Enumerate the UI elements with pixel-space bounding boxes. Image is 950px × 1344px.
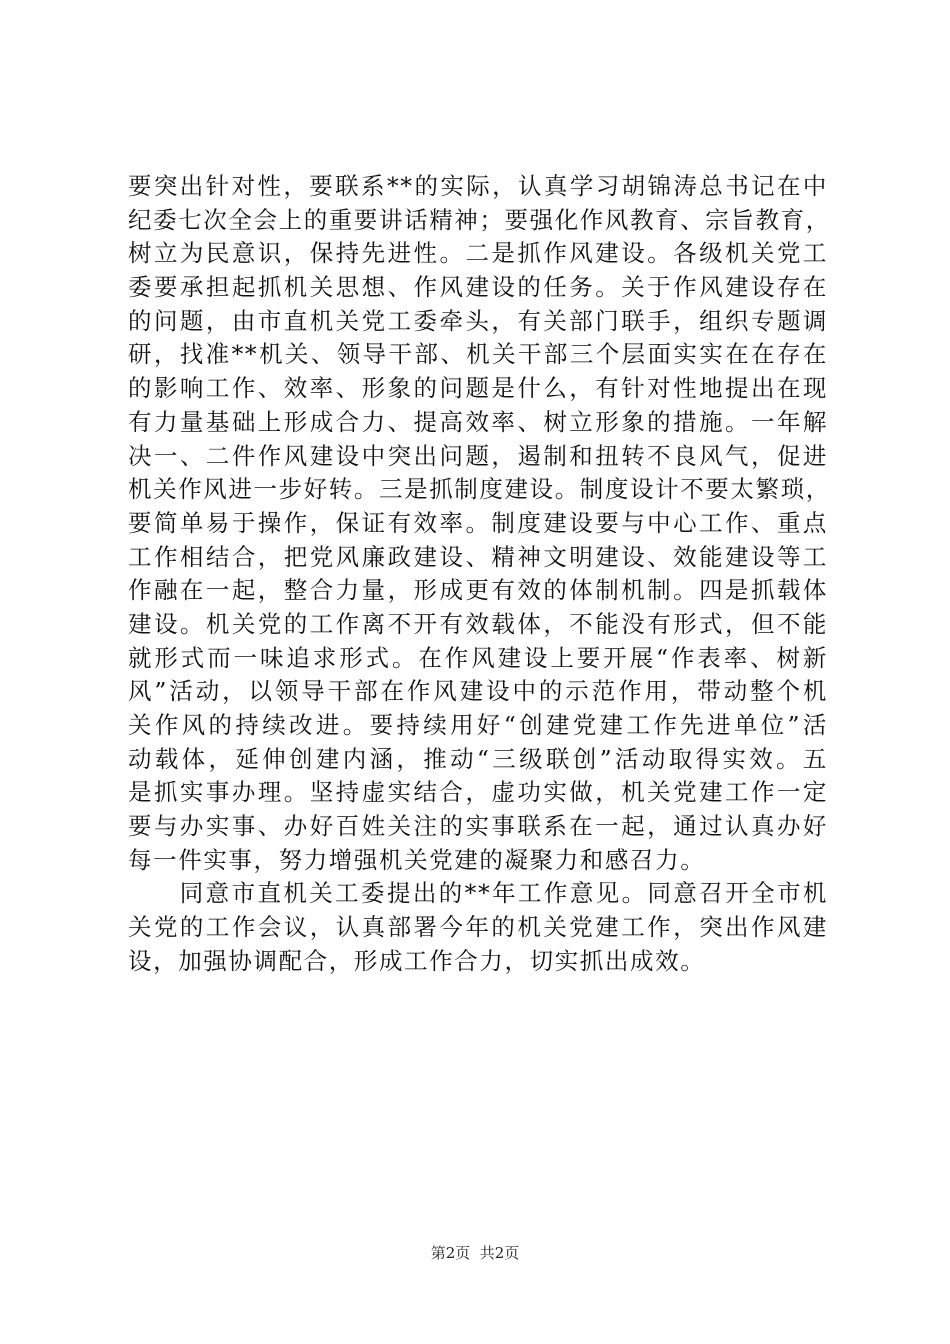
text-line: 关作风的持续改进。要持续用好“创建党建工作先进单位”活 bbox=[128, 711, 828, 739]
text-line: 动载体，延伸创建内涵，推动“三级联创”活动取得实效。五 bbox=[128, 744, 828, 773]
text-line: 要简单易于操作，保证有效率。制度建设要与中心工作、重点 bbox=[128, 508, 828, 537]
text-line: 决一、二件作风建设中突出问题，遏制和扭转不良风气，促进 bbox=[128, 441, 828, 470]
text-line: 关党的工作会议，认真部署今年的机关党建工作，突出作风建 bbox=[128, 913, 828, 942]
text-line: 树立为民意识，保持先进性。二是抓作风建设。各级机关党工 bbox=[128, 239, 828, 268]
text-line: 研，找准**机关、领导干部、机关干部三个层面实实在在存在 bbox=[128, 340, 828, 369]
page-number: 第2页 共2页 bbox=[430, 1244, 520, 1262]
text-line: 风”活动，以领导干部在作风建设中的示范作用，带动整个机 bbox=[128, 677, 828, 706]
text-line: 每一件实事，努力增强机关党建的凝聚力和感召力。 bbox=[128, 845, 706, 874]
text-line: 同意市直机关工委提出的**年工作意见。同意召开全市机 bbox=[128, 879, 828, 908]
text-line: 委要承担起抓机关思想、作风建设的任务。关于作风建设存在 bbox=[128, 273, 828, 302]
text-line: 要突出针对性，要联系**的实际，认真学习胡锦涛总书记在中 bbox=[128, 172, 828, 200]
text-line: 的问题，由市直机关党工委牵头，有关部门联手，组织专题调 bbox=[128, 306, 828, 335]
text-line: 有力量基础上形成合力、提高效率、树立形象的措施。一年解 bbox=[128, 407, 828, 436]
text-line: 的影响工作、效率、形象的问题是什么，有针对性地提出在现 bbox=[128, 374, 828, 403]
text-line: 建设。机关党的工作离不开有效载体，不能没有形式，但不能 bbox=[128, 609, 828, 638]
text-line: 工作相结合，把党风廉政建设、精神文明建设、效能建设等工 bbox=[128, 542, 828, 571]
text-line: 就形式而一味追求形式。在作风建设上要开展“作表率、树新 bbox=[128, 643, 828, 672]
text-line: 纪委七次全会上的重要讲话精神；要强化作风教育、宗旨教育， bbox=[128, 205, 831, 234]
text-line: 作融在一起，整合力量，形成更有效的体制机制。四是抓载体 bbox=[128, 576, 828, 605]
document-body bbox=[128, 170, 831, 979]
text-line: 机关作风进一步好转。三是抓制度建设。制度设计不要太繁琐， bbox=[128, 475, 831, 504]
text-line: 设，加强协调配合，形成工作合力，切实抓出成效。 bbox=[128, 946, 706, 975]
text-line: 是抓实事办理。坚持虚实结合，虚功实做，机关党建工作一定 bbox=[128, 778, 828, 807]
page-footer bbox=[0, 1243, 950, 1263]
text-line: 要与办实事、办好百姓关注的实事联系在一起，通过认真办好 bbox=[128, 812, 828, 841]
